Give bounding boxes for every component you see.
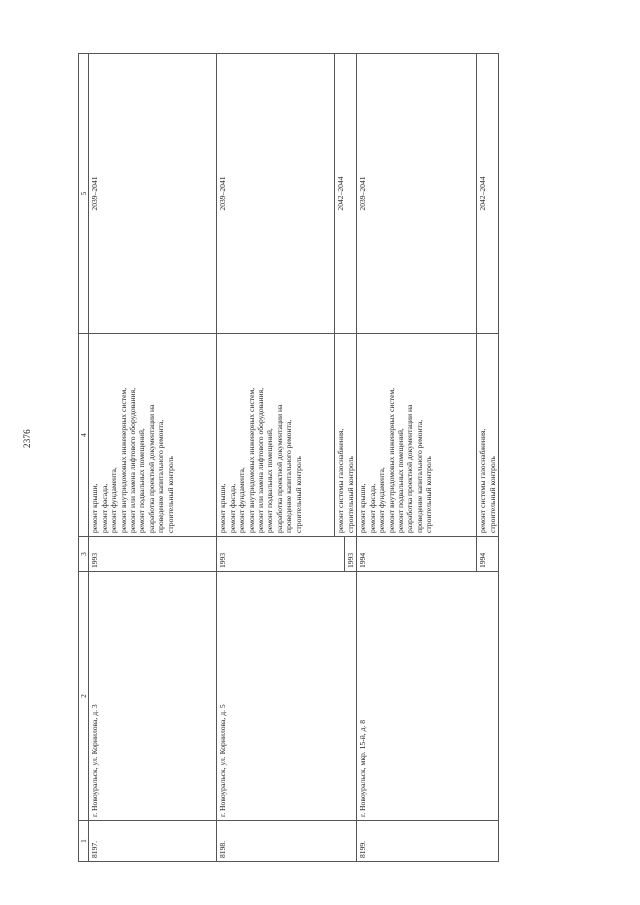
row-period: 2042–2044 (477, 54, 499, 334)
row-works (335, 334, 357, 537)
row-period: 2042–2044 (335, 54, 357, 334)
work-item: строительный контроль (293, 456, 303, 533)
work-item: проведение капитального ремонта, (284, 419, 294, 533)
row-works (217, 334, 335, 537)
row-year: 1993 (218, 552, 228, 568)
row-year: 1993 (344, 537, 356, 571)
row-period: 2039–2041 (217, 54, 335, 334)
row-number: 8199. (357, 821, 499, 862)
work-item: ремонт или замена лифтового оборудования, (256, 388, 266, 533)
work-item: ремонт внутридомовых инженерных систем, (386, 387, 396, 533)
row-address: г. Новоуральск, мкр. 15-й, д. 8 (357, 572, 499, 821)
work-item: ремонт подвальных помещений, (396, 428, 406, 533)
work-item: ремонт подвальных помещений, (265, 428, 275, 533)
rotated-table-container (78, 79, 495, 862)
row-address: г. Новоуральск, ул. Корнилова, д. 5 (217, 572, 357, 821)
work-item: строительный контроль (487, 456, 497, 533)
table-row (357, 54, 477, 862)
table-row (89, 54, 217, 862)
work-item: ремонт системы газоснабжения, (478, 428, 488, 533)
row-year-cell (217, 537, 357, 572)
work-item: ремонт фасада, (99, 483, 109, 533)
capital-repair-table (78, 53, 499, 862)
work-item: ремонт фасада, (367, 483, 377, 533)
row-number: 8197. (89, 821, 217, 862)
row-works (89, 334, 217, 537)
row-works (477, 334, 499, 537)
row-period: 2039–2041 (357, 54, 477, 334)
work-item: ремонт крыши, (358, 483, 368, 533)
row-period: 2039–2041 (89, 54, 217, 334)
col-header-4: 4 (79, 334, 89, 537)
work-item: строительный контроль (165, 456, 175, 533)
work-item: разработка проектной документации на (405, 404, 415, 533)
col-header-3: 3 (79, 537, 89, 572)
work-item: ремонт крыши, (218, 483, 228, 533)
work-item: ремонт или замена лифтового оборудования, (128, 388, 138, 533)
row-year: 1994 (357, 537, 477, 572)
work-item: проведение капитального ремонта, (156, 419, 166, 533)
work-item: ремонт фундамента, (377, 467, 387, 533)
work-item: строительный контроль (424, 456, 434, 533)
row-address: г. Новоуральск, ул. Корнилова, д. 3 (89, 572, 217, 821)
column-number-row (79, 54, 89, 862)
work-item: ремонт крыши, (90, 483, 100, 533)
work-item: разработка проектной документации на (274, 404, 284, 533)
page-number: 2376 (22, 429, 32, 448)
col-header-1: 1 (79, 821, 89, 862)
work-item: ремонт подвальных помещений, (137, 428, 147, 533)
work-item: ремонт фундамента, (237, 467, 247, 533)
col-header-5: 5 (79, 54, 89, 334)
work-item: ремонт фундамента, (109, 467, 119, 533)
table-row (217, 54, 335, 862)
col-header-2: 2 (79, 572, 89, 821)
row-number: 8198. (217, 821, 357, 862)
work-item: строительный контроль (345, 456, 355, 533)
work-item: проведение капитального ремонта, (414, 419, 424, 533)
work-item: ремонт системы газоснабжения, (336, 428, 346, 533)
work-item: ремонт внутридомовых инженерных систем, (118, 387, 128, 533)
row-year: 1994 (477, 537, 499, 572)
row-year: 1993 (89, 537, 217, 572)
work-item: ремонт внутридомовых инженерных систем, (246, 387, 256, 533)
work-item: ремонт фасада, (227, 483, 237, 533)
row-works (357, 334, 477, 537)
work-item: разработка проектной документации на (146, 404, 156, 533)
